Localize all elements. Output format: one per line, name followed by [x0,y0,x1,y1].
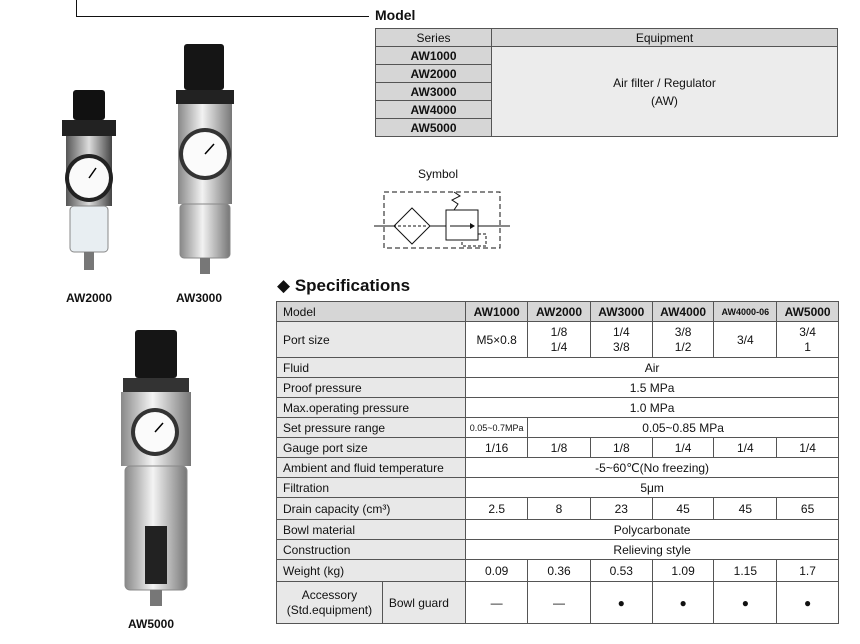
fluid-label: Fluid [277,358,466,378]
gauge-port-value: 1/8 [528,438,591,458]
equipment-line-1: Air filter / Regulator [613,75,716,90]
bowl-guard-value: ● [777,582,839,624]
accessory-label: Accessory (Std.equipment) [277,582,383,624]
series-aw2000: AW2000 [376,65,492,83]
specifications-title-text: Specifications [294,276,411,295]
aw3000-label: AW3000 [176,291,223,305]
drain-capacity-value: 45 [652,498,714,520]
port-size-label: Port size [277,322,466,358]
symbol-label: Symbol [418,167,459,181]
heading-bracket-line [76,0,369,17]
col-aw4000-06: AW4000-06 [714,302,777,322]
weight-value: 1.7 [777,560,839,582]
max-operating-pressure-value: 1.0 MPa [466,398,839,418]
col-aw2000: AW2000 [528,302,591,322]
proof-pressure-label: Proof pressure [277,378,466,398]
aw2000-product-image [56,88,122,273]
series-aw3000: AW3000 [376,83,492,101]
col-aw1000: AW1000 [466,302,528,322]
equipment-cell [492,47,838,137]
pneumatic-symbol-icon [374,186,514,258]
ambient-temperature-value: -5~60℃(No freezing) [466,458,839,478]
gauge-port-value: 1/8 [590,438,652,458]
drain-capacity-value: 45 [714,498,777,520]
aw5000-product-image [115,328,195,608]
max-operating-pressure-label: Max.operating pressure [277,398,466,418]
weight-value: 1.09 [652,560,714,582]
fluid-value: Air [466,358,839,378]
port-size-value: 1/4 3/8 [590,322,652,358]
bowl-material-label: Bowl material [277,520,466,540]
drain-capacity-value: 8 [528,498,591,520]
model-heading: Model [375,7,416,23]
gauge-port-value: 1/4 [777,438,839,458]
port-size-value: M5×0.8 [466,322,528,358]
col-aw4000: AW4000 [652,302,714,322]
port-size-value: 3/4 [714,322,777,358]
equipment-line-2: (AW) [651,93,678,108]
col-aw5000: AW5000 [777,302,839,322]
weight-value: 0.09 [466,560,528,582]
gauge-port-value: 1/4 [652,438,714,458]
set-pressure-range-value: 0.05~0.85 MPa [528,418,839,438]
bowl-guard-label: Bowl guard [382,582,465,624]
diamond-bullet-icon: ◆ [277,276,291,295]
drain-capacity-value: 2.5 [466,498,528,520]
equipment-header: Equipment [492,29,838,47]
bowl-guard-value: ● [590,582,652,624]
weight-label: Weight (kg) [277,560,466,582]
series-aw1000: AW1000 [376,47,492,65]
aw2000-label: AW2000 [66,291,113,305]
bowl-guard-value: — [528,582,591,624]
gauge-port-value: 1/4 [714,438,777,458]
filtration-value: 5μm [466,478,839,498]
proof-pressure-value: 1.5 MPa [466,378,839,398]
specifications-table [276,301,839,624]
specifications-title [277,276,410,296]
gauge-port-size-label: Gauge port size [277,438,466,458]
aw5000-label: AW5000 [128,617,175,631]
bowl-guard-value: ● [652,582,714,624]
bowl-material-value: Polycarbonate [466,520,839,540]
drain-capacity-value: 65 [777,498,839,520]
port-size-value: 3/4 1 [777,322,839,358]
weight-value: 0.53 [590,560,652,582]
series-table [375,28,838,137]
port-size-value: 3/8 1/2 [652,322,714,358]
filtration-label: Filtration [277,478,466,498]
construction-label: Construction [277,540,466,560]
drain-capacity-value: 23 [590,498,652,520]
aw3000-product-image [170,42,242,278]
bowl-guard-value: ● [714,582,777,624]
series-aw5000: AW5000 [376,119,492,137]
weight-value: 1.15 [714,560,777,582]
gauge-port-value: 1/16 [466,438,528,458]
model-row-label: Model [277,302,466,322]
drain-capacity-label: Drain capacity (cm³) [277,498,466,520]
set-pressure-range-label: Set pressure range [277,418,466,438]
weight-value: 0.36 [528,560,591,582]
col-aw3000: AW3000 [590,302,652,322]
construction-value: Relieving style [466,540,839,560]
set-pressure-range-aw1000: 0.05~0.7MPa [466,418,528,438]
ambient-temperature-label: Ambient and fluid temperature [277,458,466,478]
port-size-value: 1/8 1/4 [528,322,591,358]
bowl-guard-value: — [466,582,528,624]
series-aw4000: AW4000 [376,101,492,119]
series-header: Series [376,29,492,47]
